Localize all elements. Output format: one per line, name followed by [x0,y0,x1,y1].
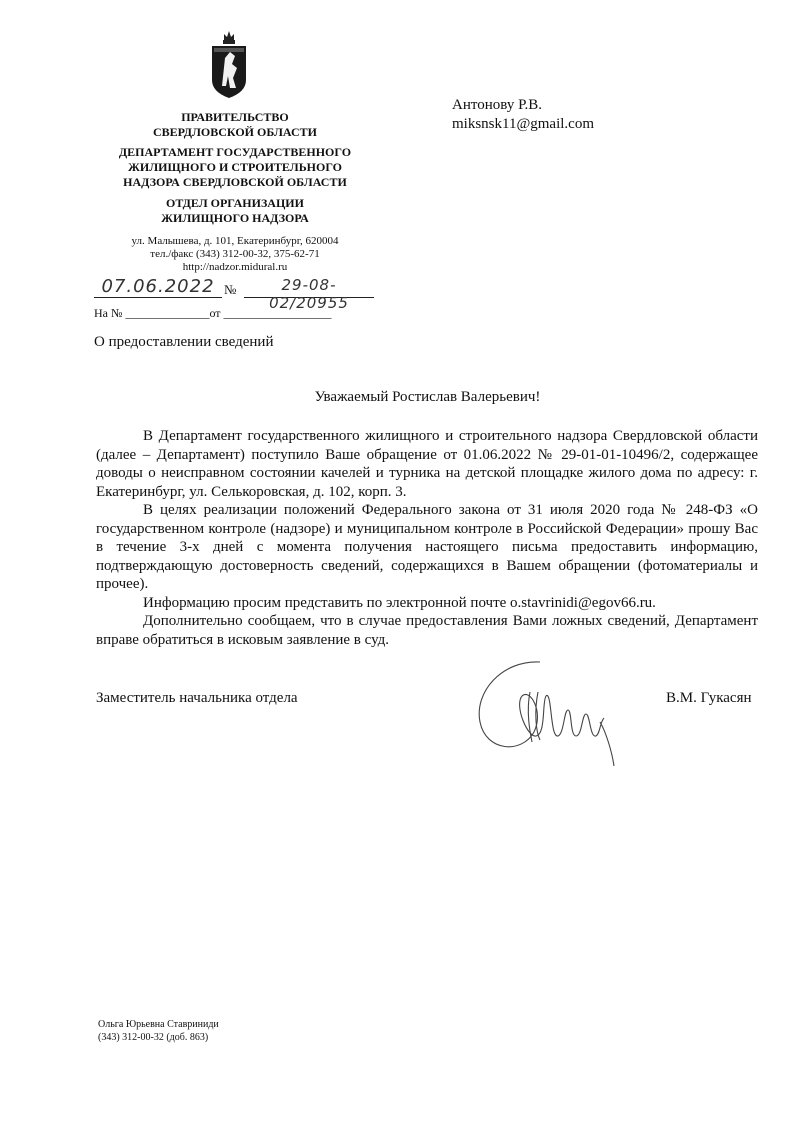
signatory-name: В.М. Гукасян [666,690,752,706]
executor-name: Ольга Юрьевна Ставриниди [98,1019,219,1030]
reference-blank: ______________ [125,306,210,320]
government-title: ПРАВИТЕЛЬСТВО СВЕРДЛОВСКОЙ ОБЛАСТИ [153,110,317,139]
department-address: ул. Малышева, д. 101, Екатеринбург, 620004 [131,235,339,247]
department-title: ДЕПАРТАМЕНТ ГОСУДАРСТВЕННОГО ЖИЛИЩНОГО И СТРОИТЕЛЬНОГО НАДЗОРА СВЕРДЛОВСКОЙ ОБЛАСТИ [118,145,352,189]
executor-phone: (343) 312-00-32 (доб. 863) [98,1032,209,1043]
from-label: от [209,306,221,320]
department-website: http://nadzor.midural.ru [182,261,288,273]
reference-line [94,306,332,321]
salutation: Уважаемый Ростислав Валерьевич! [314,389,541,405]
paragraph-1: В Департамент государственного жилищного и строительного надзора Свердловской области (далее – Департамент) поступило Ваше обращение от 01.06.2022 № 29-01-01-10496/2, содержащее доводы о неисправном состоянии качелей и турника на детской площадке жилого дома по адресу: г. Екатеринбург, ул. Селькоровская, д. 102, корп. 3. [96,428,758,500]
letter-subject: О предоставлении сведений [94,334,274,350]
letter-body [96,427,758,649]
from-blank: __________________ [223,306,332,320]
registration-number: 29-08-02/20955 [244,276,374,298]
signatory-position: Заместитель начальника отдела [96,690,298,706]
paragraph-4: Дополнительно сообщаем, что в случае предоставления Вами ложных сведений, Департамент вправе обратиться в исковым заявление в суд. [96,613,758,648]
registration-number-sign: № [224,282,237,297]
reference-label: На № [94,306,123,320]
paragraph-2: В целях реализации положений Федерального закона от 31 июля 2020 года № 248-ФЗ «О государственном контроле (надзоре) и муниципальном контроле в Российской Федерации» прошу Вас в течение 3-х дней с момента получения настоящего письма предоставить информацию, подтверждающую достоверность сведений, содержащихся в Вашем обращении (фотоматериалы и прочее). [96,502,758,592]
department-phone: тел./факс (343) 312-00-32, 375-62-71 [150,248,320,260]
handwritten-signature [472,652,622,772]
division-title: ОТДЕЛ ОРГАНИЗАЦИИ ЖИЛИЩНОГО НАДЗОРА [161,196,309,225]
coat-of-arms-emblem [206,28,252,102]
recipient-email: miksnsk11@gmail.com [452,116,595,132]
registration-date: 07.06.2022 [94,276,222,298]
paragraph-3: Информацию просим представить по электронной почте o.stavrinidi@egov66.ru. [143,594,656,611]
recipient-name: Антонову Р.В. [452,97,543,113]
